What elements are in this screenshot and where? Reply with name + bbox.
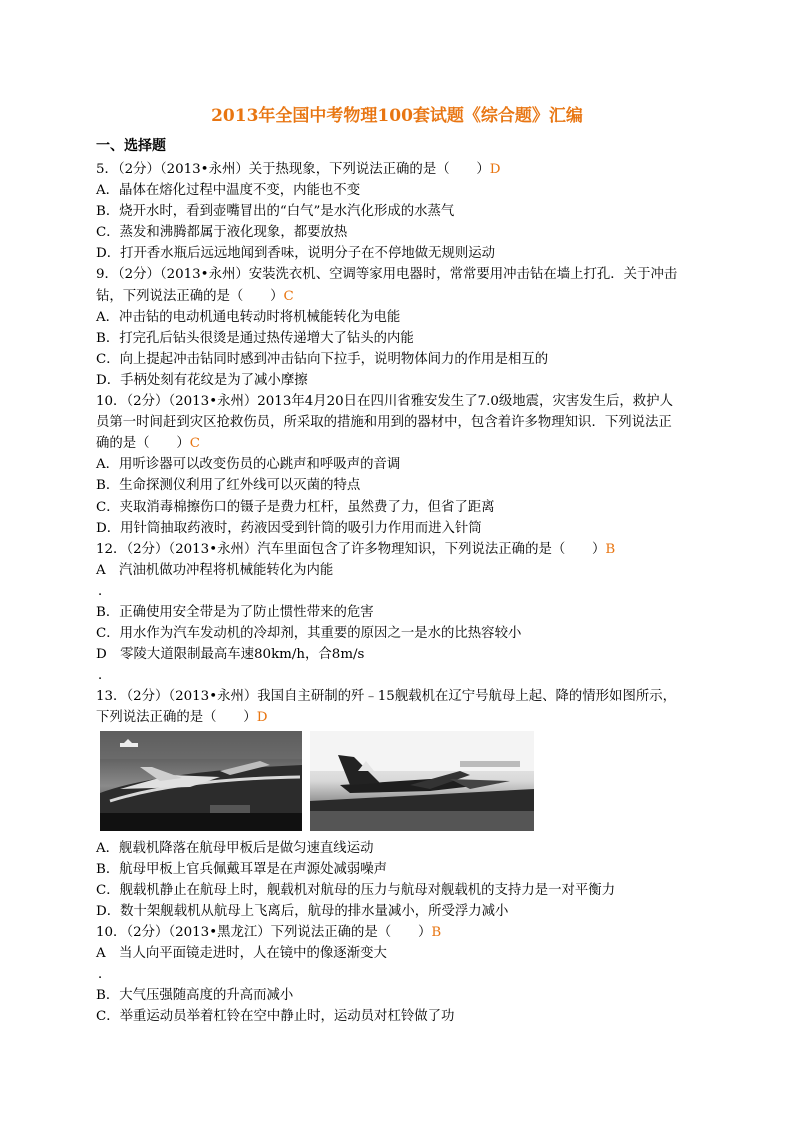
jet-landing-image bbox=[100, 731, 302, 831]
option-dot: ． bbox=[98, 583, 112, 599]
jet-deck-image bbox=[310, 731, 534, 831]
answer-mark: D bbox=[489, 162, 501, 177]
option-b: B．烧开水时，看到壶嘴冒出的“白气”是水汽化形成的水蒸气 bbox=[96, 204, 455, 220]
option-b: B．打完孔后钻头很烫是通过热传递增大了钻头的内能 bbox=[96, 330, 414, 346]
option-d: D．打开香水瓶后远远地闻到香味，说明分子在不停地做无规则运动 bbox=[96, 246, 496, 262]
option-a: A．晶体在熔化过程中温度不变，内能也不变 bbox=[96, 183, 361, 199]
option-dot: ． bbox=[98, 967, 112, 983]
option-b: B．生命探测仪利用了红外线可以灭菌的特点 bbox=[96, 478, 361, 494]
option-a: A 当人向平面镜走进时，人在镜中的像逐渐变大 bbox=[96, 946, 387, 961]
question-stem: 13．（2分）（2013•永州）我国自主研制的歼﹣15舰载机在辽宁号航母上起、降的情形如图所示， bbox=[96, 689, 677, 705]
answer-mark: D bbox=[256, 710, 268, 726]
question-stem: 10．（2分）（2013•黑龙江）下列说法正确的是（ ）B bbox=[96, 924, 442, 940]
answer-mark: B bbox=[431, 924, 442, 940]
question-stem-cont: 确的是（ ）C bbox=[96, 436, 200, 452]
option-d: D 零陵大道限制最高车速80km/h，合8m/s bbox=[96, 647, 365, 663]
option-d: D．手柄处刻有花纹是为了减小摩擦 bbox=[96, 372, 308, 388]
option-d: D．数十架舰载机从航母上飞离后，航母的排水量减小，所受浮力减小 bbox=[96, 903, 509, 919]
answer-mark: C bbox=[189, 436, 200, 452]
photo-jet-landing bbox=[100, 731, 302, 831]
question-list bbox=[96, 159, 716, 1027]
option-c: C．举重运动员举着杠铃在空中静止时，运动员对杠铃做了功 bbox=[96, 1009, 455, 1025]
question-stem-cont: 员第一时间赶到灾区抢救伤员，所采取的措施和用到的器材中，包含着许多物理知识．下列说法正 bbox=[96, 415, 672, 431]
answer-mark: C bbox=[283, 288, 294, 304]
option-c: C．用水作为汽车发动机的冷却剂，其重要的原因之一是水的比热容较小 bbox=[96, 626, 522, 642]
question-stem: 10．（2分）（2013•永州）2013年4月20日在四川省雅安发生了7.0级地震，灾害发生后，救护人 bbox=[96, 394, 673, 410]
option-c: C．蒸发和沸腾都属于液化现象，都要放热 bbox=[96, 225, 348, 241]
option-dot: ． bbox=[98, 668, 112, 684]
option-b: B．正确使用安全带是为了防止惯性带来的危害 bbox=[96, 604, 374, 620]
option-a: A．冲击钻的电动机通电转动时将机械能转化为电能 bbox=[96, 309, 401, 325]
question-stem-cont: 下列说法正确的是（ ）D bbox=[96, 710, 268, 726]
answer-mark: B bbox=[605, 541, 616, 557]
option-c: C．向上提起冲击钻同时感到冲击钻向下拉手，说明物体间力的作用是相互的 bbox=[96, 351, 549, 367]
option-a: A．舰载机降落在航母甲板后是做匀速直线运动 bbox=[96, 840, 374, 856]
question-stem: 5．（2分）（2013•永州）关于热现象，下列说法正确的是（ ）D bbox=[96, 162, 501, 177]
option-c: C．舰载机静止在航母上时，舰载机对航母的压力与航母对舰载机的支持力是一对平衡力 bbox=[96, 882, 616, 898]
question-stem-cont: 钻，下列说法正确的是（ ）C bbox=[96, 288, 294, 304]
option-b: B．航母甲板上官兵佩戴耳罩是在声源处减弱噪声 bbox=[96, 861, 388, 877]
option-d: D．用针筒抽取药液时，药液因受到针筒的吸引力作用而进入针筒 bbox=[96, 520, 482, 536]
option-a: A．用听诊器可以改变伤员的心跳声和呼吸声的音调 bbox=[96, 457, 401, 473]
section-heading: 一、选择题 bbox=[96, 138, 166, 154]
photo-jet-on-deck bbox=[310, 731, 534, 831]
option-a: A 汽油机做功冲程将机械能转化为内能 bbox=[96, 562, 334, 578]
figure-photos bbox=[96, 731, 716, 836]
option-b: B．大气压强随高度的升高而减小 bbox=[96, 988, 294, 1004]
question-stem: 9．（2分）（2013•永州）安装洗衣机、空调等家用电器时，常常要用冲击钻在墙上打孔．关于冲击 bbox=[96, 267, 678, 283]
question-stem: 12．（2分）（2013•永州）汽车里面包含了许多物理知识，下列说法正确的是（ ）B bbox=[96, 541, 616, 557]
option-c: C．夹取消毒棉擦伤口的镊子是费力杠杆，虽然费了力，但省了距离 bbox=[96, 499, 495, 515]
document-title: 2013年全国中考物理100套试题《综合题》汇编 bbox=[211, 106, 583, 126]
